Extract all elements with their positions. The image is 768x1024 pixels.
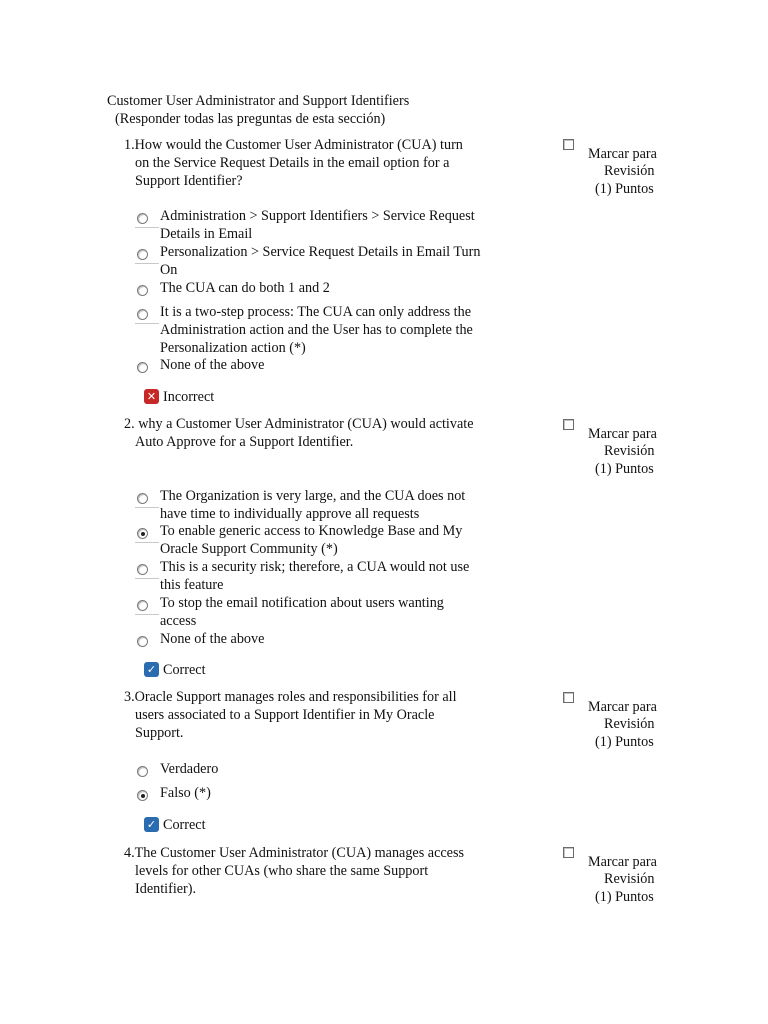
option-text-line: This is a security risk; therefore, a CUA would not use xyxy=(160,559,470,575)
option-text-line: Falso (*) xyxy=(160,785,211,801)
option-text xyxy=(160,630,515,648)
option-divider xyxy=(135,507,159,508)
question-text-line: Support Identifier? xyxy=(135,173,243,189)
radio-button[interactable] xyxy=(137,213,148,224)
mark-for-review-4[interactable] xyxy=(563,846,683,905)
mark-for-review-1[interactable] xyxy=(563,138,683,197)
question-2-text xyxy=(124,415,514,451)
question-1-option-4[interactable] xyxy=(135,303,515,357)
review-label-2: Revisión xyxy=(604,443,655,459)
review-label-2: Revisión xyxy=(604,871,655,887)
question-text-line: 2. why a Customer User Administrator (CUA) would activate xyxy=(124,416,474,432)
option-text-line: this feature xyxy=(160,577,224,593)
option-text xyxy=(160,784,515,802)
option-divider xyxy=(135,227,159,228)
result-label: Incorrect xyxy=(163,389,215,405)
review-checkbox[interactable] xyxy=(563,419,574,430)
question-3-option-2[interactable] xyxy=(135,784,515,802)
review-label: Marcar para xyxy=(588,699,657,715)
incorrect-x-icon: ✕ xyxy=(144,389,159,404)
option-text-line: have time to individually approve all requests xyxy=(160,506,420,522)
radio-button[interactable] xyxy=(137,249,148,260)
option-text xyxy=(160,594,515,630)
question-text-line: Identifier). xyxy=(135,881,197,897)
result-label: Correct xyxy=(163,817,206,833)
review-checkbox[interactable] xyxy=(563,847,574,858)
option-text-line: Oracle Support Community (*) xyxy=(160,541,338,557)
option-text-line: Details in Email xyxy=(160,226,253,242)
section-instructions: (Responder todas las preguntas de esta sección) xyxy=(115,111,386,127)
question-text-line: users associated to a Support Identifier in My Oracle xyxy=(135,707,435,723)
question-text-line: Support. xyxy=(135,725,184,741)
radio-button[interactable] xyxy=(137,285,148,296)
question-1-option-5[interactable] xyxy=(135,356,515,374)
mark-for-review-2[interactable] xyxy=(563,418,683,477)
review-checkbox[interactable] xyxy=(563,692,574,703)
option-text-line: To stop the email notification about users wanting xyxy=(160,595,444,611)
radio-button[interactable] xyxy=(137,362,148,373)
option-text-line: Administration action and the User has to complete the xyxy=(160,322,473,338)
option-text-line: None of the above xyxy=(160,357,265,373)
review-checkbox[interactable] xyxy=(563,139,574,150)
option-divider xyxy=(135,323,159,324)
question-3-option-1[interactable] xyxy=(135,760,515,778)
question-text-line: 1.How would the Customer User Administrator (CUA) turn xyxy=(124,137,463,153)
option-text-line: Personalization action (*) xyxy=(160,340,306,356)
option-text xyxy=(160,487,515,523)
question-text-line: 3.Oracle Support manages roles and responsibilities for all xyxy=(124,689,457,705)
review-label: Marcar para xyxy=(588,426,657,442)
question-text-line: on the Service Request Details in the email option for a xyxy=(135,155,450,171)
points-label: (1) Puntos xyxy=(595,461,654,477)
points-label: (1) Puntos xyxy=(595,181,654,197)
radio-button[interactable] xyxy=(137,636,148,647)
question-text-line: Auto Approve for a Support Identifier. xyxy=(135,434,354,450)
option-text-line: On xyxy=(160,262,178,278)
option-text-line: Administration > Support Identifiers > Service Request xyxy=(160,208,475,224)
option-text xyxy=(160,356,515,374)
radio-button[interactable] xyxy=(137,309,148,320)
option-text-line: The Organization is very large, and the CUA does not xyxy=(160,488,466,504)
option-divider xyxy=(135,614,159,615)
option-text xyxy=(160,760,515,778)
question-text-line: levels for other CUAs (who share the same Support xyxy=(135,863,429,879)
review-label-2: Revisión xyxy=(604,716,655,732)
question-2-option-4[interactable] xyxy=(135,594,515,630)
correct-check-icon: ✓ xyxy=(144,817,159,832)
option-text-line: None of the above xyxy=(160,631,265,647)
points-label: (1) Puntos xyxy=(595,734,654,750)
option-text xyxy=(160,558,515,594)
option-text xyxy=(160,303,515,357)
option-text-line: It is a two-step process: The CUA can only address the xyxy=(160,304,472,320)
radio-selected[interactable] xyxy=(137,790,148,801)
option-text-line: Verdadero xyxy=(160,761,219,777)
question-3-text xyxy=(124,688,514,742)
review-label: Marcar para xyxy=(588,146,657,162)
option-divider xyxy=(135,542,159,543)
question-1-option-2[interactable] xyxy=(135,243,515,279)
radio-button[interactable] xyxy=(137,766,148,777)
option-text xyxy=(160,243,515,279)
correct-check-icon: ✓ xyxy=(144,662,159,677)
option-text-line: The CUA can do both 1 and 2 xyxy=(160,280,330,296)
question-2-option-2[interactable] xyxy=(135,522,515,558)
radio-button[interactable] xyxy=(137,564,148,575)
points-label: (1) Puntos xyxy=(595,889,654,905)
option-text-line: Personalization > Service Request Details in Email Turn xyxy=(160,244,481,260)
option-text-line: To enable generic access to Knowledge Base and My xyxy=(160,523,463,539)
review-label: Marcar para xyxy=(588,854,657,870)
option-text xyxy=(160,522,515,558)
review-label-2: Revisión xyxy=(604,163,655,179)
question-1-option-3[interactable] xyxy=(135,279,515,297)
option-text-line: access xyxy=(160,613,197,629)
option-divider xyxy=(135,578,159,579)
option-text xyxy=(160,207,515,243)
question-2-option-5[interactable] xyxy=(135,630,515,648)
radio-button[interactable] xyxy=(137,600,148,611)
page-title: Customer User Administrator and Support Identifiers xyxy=(107,93,410,109)
question-1-option-1[interactable] xyxy=(135,207,515,243)
question-text-line: 4.The Customer User Administrator (CUA) manages access xyxy=(124,845,465,861)
radio-selected[interactable] xyxy=(137,528,148,539)
option-text xyxy=(160,279,515,297)
option-divider xyxy=(135,263,159,264)
mark-for-review-3[interactable] xyxy=(563,691,683,750)
question-1-text xyxy=(124,136,514,190)
question-2-option-3[interactable] xyxy=(135,558,515,594)
radio-button[interactable] xyxy=(137,493,148,504)
question-4-text xyxy=(124,844,514,898)
result-label: Correct xyxy=(163,662,206,678)
question-2-option-1[interactable] xyxy=(135,487,515,523)
